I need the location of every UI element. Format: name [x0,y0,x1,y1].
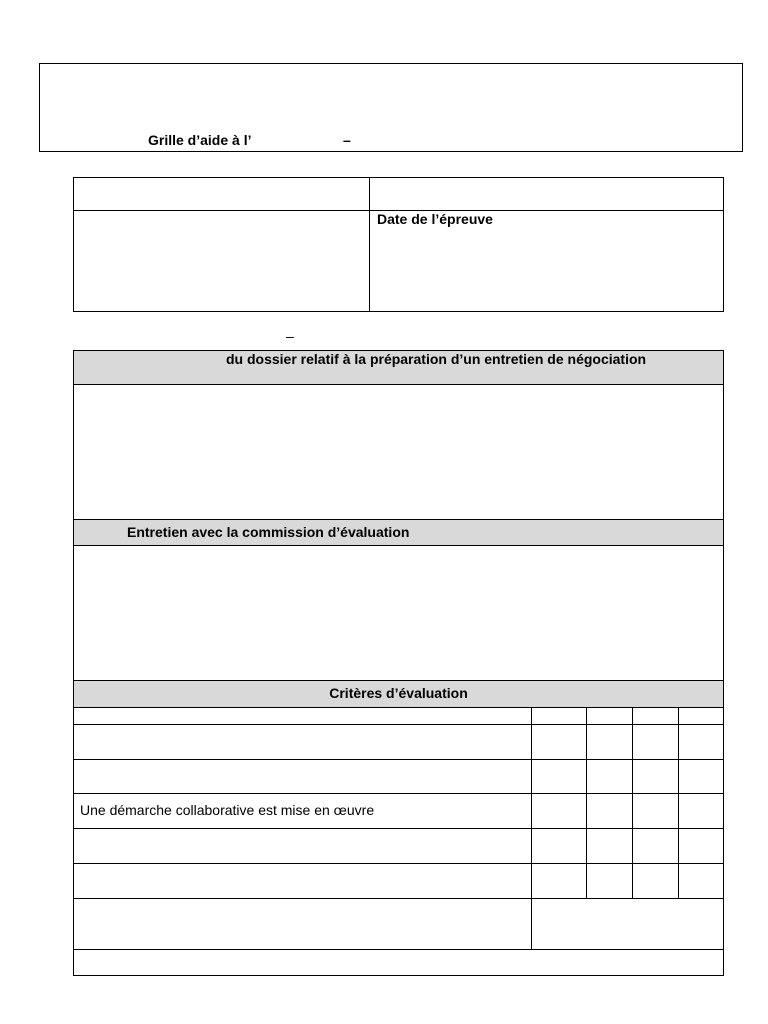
criteria-row-label: Une démarche collaborative est mise en œuvre [80,802,375,818]
entretien-section-title: Entretien avec la commission d’évaluation [127,524,410,540]
criteria-grid [73,707,724,976]
section-dash: – [286,328,294,344]
date-label: Date de l’épreuve [377,211,493,227]
header-box [39,63,743,152]
dossier-section-body [73,384,724,520]
document-title: Grille d’aide à l’ [148,132,252,148]
dossier-section-header [73,350,724,385]
entretien-section-header [73,519,724,546]
title-dash: – [343,132,351,148]
info-table [73,177,724,312]
criteres-section-header [73,680,724,708]
dossier-section-title: du dossier relatif à la préparation d’un entretien de négociation [226,351,647,367]
entretien-section-body [73,545,724,681]
criteres-section-title: Critères d’évaluation [329,685,468,701]
